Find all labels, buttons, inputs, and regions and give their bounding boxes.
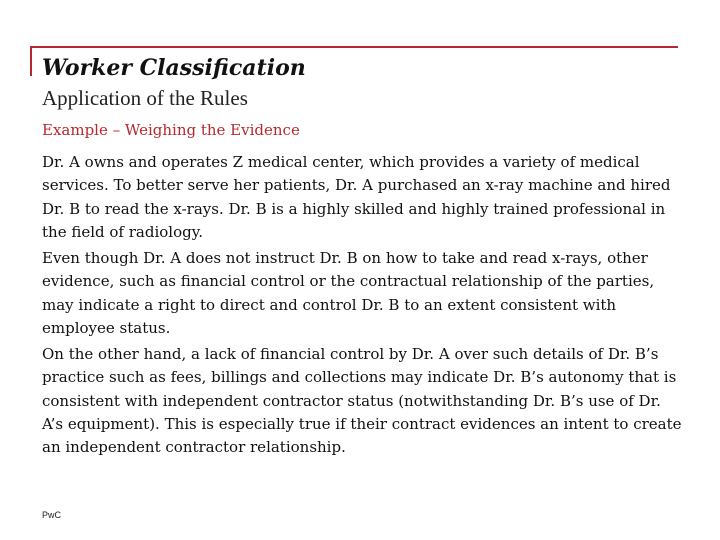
section-heading: Example – Weighing the Evidence <box>42 121 300 139</box>
slide-subtitle: Application of the Rules <box>42 86 248 110</box>
body-paragraph-3: On the other hand, a lack of financial control by Dr. A over such details of Dr. B’s practice such as fees, billings and collections may indicate Dr. B’s autonomy that is consistent with independent contractor status (notwithstanding Dr. B’s use of Dr. A’s equipment). This is especially true if their contract evidences an intent to create an independent contractor relationship. <box>42 345 682 457</box>
footer-logo: PwC <box>42 510 62 520</box>
body-paragraph-2: Even though Dr. A does not instruct Dr. B on how to take and read x-rays, other evidence, such as financial control or the contractual relationship of the parties, may indicate a right to direct and control Dr. B to an extent consistent with employee status. <box>42 249 655 337</box>
header-rule-top <box>30 46 678 48</box>
header-rule-left <box>30 46 32 76</box>
slide-title: Worker Classification <box>42 55 306 81</box>
body-paragraph-1: Dr. A owns and operates Z medical center, which provides a variety of medical services. To better serve her patients, Dr. A purchased an x-ray machine and hired Dr. B to read the x-rays. Dr. B is a highly skilled and highly trained professional in the field of radiology. <box>42 153 671 241</box>
